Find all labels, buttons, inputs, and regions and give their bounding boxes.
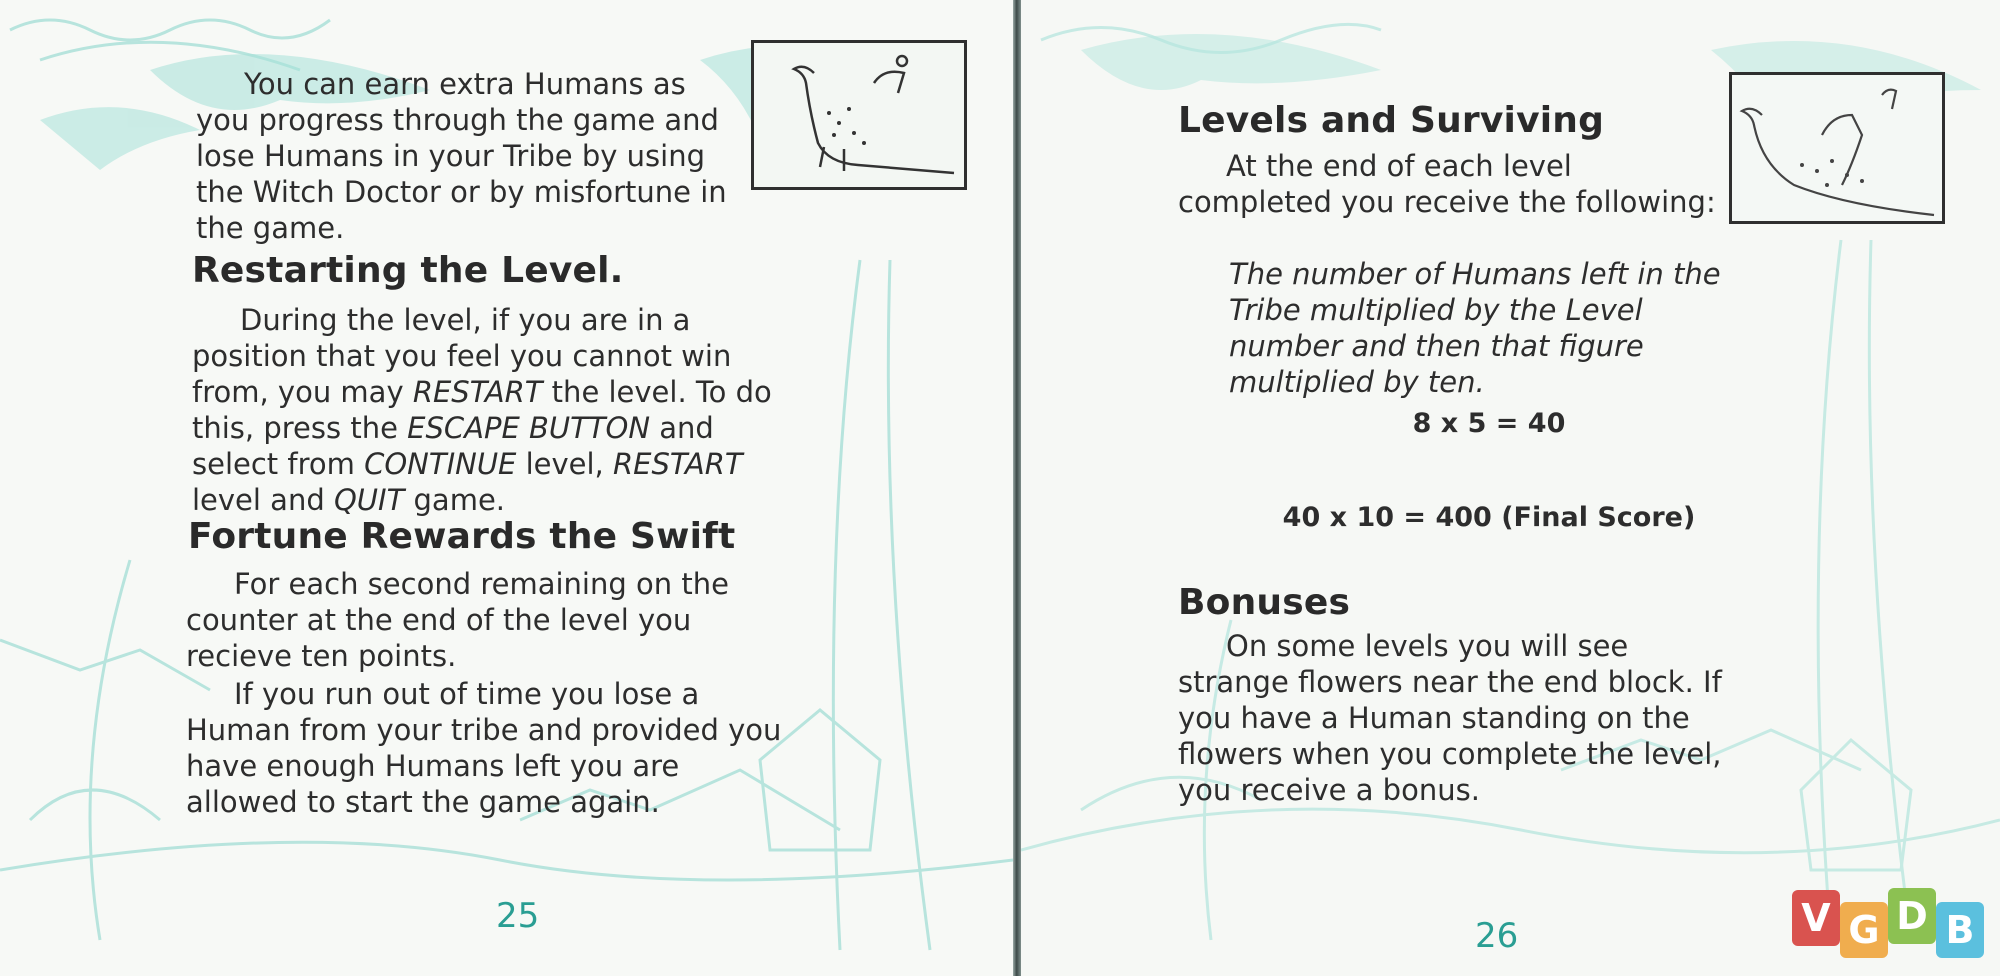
restart-text-6: game. [404, 483, 506, 517]
dinosaur-illustration-frame [751, 40, 967, 190]
restart-heading: Restarting the Level. [192, 250, 624, 291]
right-page [1021, 0, 2000, 976]
continue-keyword: CONTINUE [364, 447, 517, 481]
restart-paragraph [192, 302, 792, 518]
quit-keyword: QUIT [333, 483, 405, 517]
intro-paragraph: You can earn extra Humans as you progress through the game and lose Humans in your Tribe by using the Witch Doctor or by misfortune in the game. [196, 67, 727, 245]
escape-keyword: ESCAPE BUTTON [407, 411, 651, 445]
logo-tile-g: G [1840, 902, 1888, 958]
restart-text-2: the level. To do this, press the [192, 375, 772, 445]
dinosaur-illustration-frame-right [1729, 72, 1945, 224]
restart-keyword: RESTART [412, 375, 543, 409]
restart-text-4: level, [516, 447, 613, 481]
restart-text-1: During the level, if you are in a position that you feel you cannot win from, you may [192, 303, 732, 409]
bonuses-paragraph: On some levels you will see strange flowers near the end block. If you have a Human standing on the flowers when you complete the level, you receive a bonus. [1178, 629, 1722, 807]
bonuses-heading: Bonuses [1178, 582, 1351, 623]
equation-level-score: 8 x 5 = 40 [1412, 408, 1566, 439]
restart-text-3: and select from [192, 411, 714, 481]
score-formula-text: The number of Humans left in the Tribe multiplied by the Level number and then that figure multiplied by ten. [1229, 257, 1721, 399]
levels-heading: Levels and Surviving [1178, 100, 1605, 141]
logo-tile-d: D [1888, 888, 1936, 944]
dinosaur-illustration [754, 43, 964, 187]
book-spine [1013, 0, 1021, 976]
page-number-left: 25 [496, 896, 540, 936]
fortune-paragraph-2: If you run out of time you lose a Human from your tribe and provided you have enough Humans left you are allowed to start the game again. [186, 677, 782, 819]
equation-final-score: 40 x 10 = 400 (Final Score) [1282, 502, 1696, 533]
restart-keyword-2: RESTART [613, 447, 743, 481]
dinosaur-illustration-right [1732, 75, 1942, 221]
levels-paragraph: At the end of each level completed you receive the following: [1178, 149, 1716, 219]
fortune-heading: Fortune Rewards the Swift [188, 516, 736, 557]
page-number-right: 26 [1475, 916, 1519, 956]
fortune-paragraph-1: For each second remaining on the counter at the end of the level you recieve ten points. [186, 567, 729, 673]
restart-text-5: level and [192, 483, 334, 517]
logo-tile-v: V [1792, 890, 1840, 946]
logo-tile-b: B [1936, 902, 1984, 958]
vgdb-watermark-logo [1792, 888, 1992, 968]
